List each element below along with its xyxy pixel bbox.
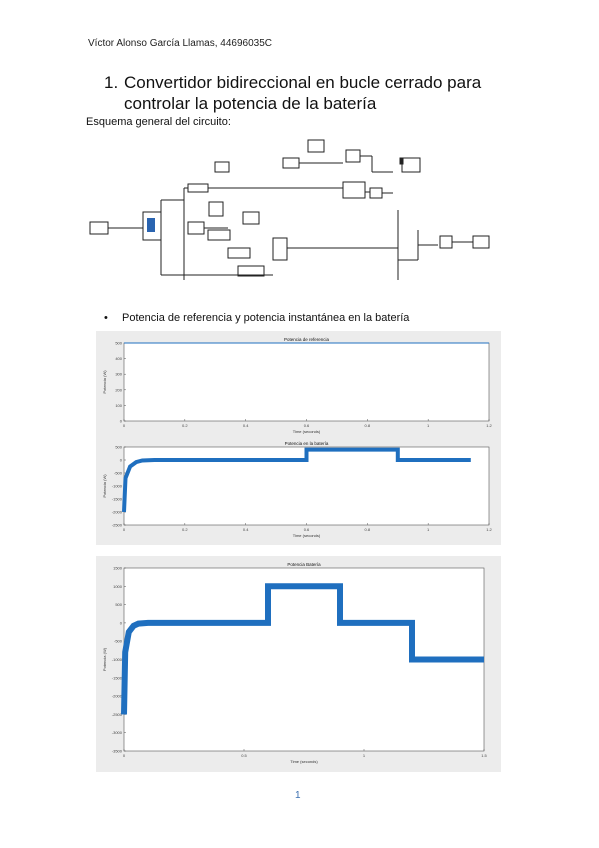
y-tick-label: -500 bbox=[113, 470, 122, 476]
x-tick-label: 1.2 bbox=[486, 423, 492, 428]
x-axis-label: Time (seconds) bbox=[290, 759, 318, 764]
x-tick-label: 0 bbox=[122, 423, 126, 428]
y-tick-label: 500 bbox=[115, 340, 122, 346]
y-tick-label: -2500 bbox=[111, 522, 122, 528]
circuit-subheading: Esquema general del circuito: bbox=[86, 116, 231, 128]
y-tick-label: -1000 bbox=[111, 483, 122, 489]
x-tick-label: 0 bbox=[122, 753, 126, 758]
plot-area bbox=[124, 343, 489, 421]
y-tick-label: -2000 bbox=[111, 509, 122, 515]
x-tick-label: 0.8 bbox=[364, 423, 371, 428]
x-tick-label: 0.2 bbox=[182, 423, 188, 428]
y-tick-label: -1500 bbox=[111, 675, 122, 681]
figure-subplots bbox=[96, 331, 501, 545]
page-number: 1 bbox=[295, 790, 301, 801]
x-tick-label: 1 bbox=[427, 423, 430, 428]
x-tick-label: 0.4 bbox=[242, 527, 249, 532]
y-tick-label: 500 bbox=[115, 444, 122, 450]
x-tick-label: 0.2 bbox=[182, 527, 188, 532]
y-tick-label: 500 bbox=[115, 602, 122, 608]
y-tick-label: -3500 bbox=[111, 748, 122, 754]
y-tick-label: 400 bbox=[115, 356, 122, 362]
y-tick-label: -3000 bbox=[111, 730, 122, 736]
y-tick-label: -1500 bbox=[111, 496, 122, 502]
x-tick-label: 1 bbox=[362, 753, 366, 758]
x-tick-label: 0.8 bbox=[364, 527, 371, 532]
x-tick-label: 1.2 bbox=[486, 527, 492, 532]
x-axis-label: Time (seconds) bbox=[292, 533, 321, 538]
section-number: 1. bbox=[104, 73, 119, 92]
chart-title: Potencia de referencia bbox=[283, 337, 330, 342]
chart-battery-power bbox=[102, 441, 493, 538]
x-tick-label: 0 bbox=[122, 527, 126, 532]
chart-title: Potencia Batería bbox=[287, 562, 321, 567]
bullet-dot: • bbox=[104, 312, 108, 324]
x-tick-label: 0.6 bbox=[303, 527, 310, 532]
figure-battery-power bbox=[96, 556, 501, 772]
y-tick-label: 100 bbox=[115, 402, 122, 408]
page-header: Víctor Alonso García Llamas, 44696035C bbox=[88, 38, 272, 49]
y-tick-label: 200 bbox=[115, 387, 122, 393]
y-tick-label: -2500 bbox=[111, 711, 122, 717]
chart-potencia-bateria bbox=[102, 562, 488, 764]
bullet-text: Potencia de referencia y potencia instantánea en la batería bbox=[122, 312, 410, 324]
x-axis-label: Time (seconds) bbox=[292, 429, 321, 434]
y-tick-label: -1000 bbox=[111, 657, 122, 662]
chart-title: Potencia en la batería bbox=[284, 441, 329, 446]
x-tick-label: 1.5 bbox=[481, 753, 487, 758]
y-axis-label: Potencia (W) bbox=[102, 474, 107, 498]
figure-2-svg bbox=[96, 556, 501, 772]
y-tick-label: 0 bbox=[119, 418, 122, 424]
y-tick-label: 1500 bbox=[113, 565, 122, 571]
y-tick-label: -500 bbox=[113, 638, 122, 644]
x-tick-label: 0.5 bbox=[241, 753, 247, 758]
y-tick-label: -2000 bbox=[111, 693, 122, 699]
y-tick-label: 0 bbox=[119, 620, 122, 626]
chart-reference-power bbox=[102, 337, 493, 434]
x-tick-label: 0.4 bbox=[242, 423, 249, 428]
y-tick-label: 0 bbox=[119, 457, 122, 463]
section-title-line-2: controlar la potencia de la batería bbox=[124, 94, 377, 113]
y-tick-label: 1000 bbox=[113, 583, 122, 589]
section-title-line-1: Convertidor bidireccional en bucle cerrado para bbox=[124, 73, 482, 92]
figure-1-svg bbox=[96, 331, 501, 545]
y-tick-label: 300 bbox=[115, 371, 122, 377]
x-tick-label: 1 bbox=[427, 527, 430, 532]
y-axis-label: Potencia (W) bbox=[102, 647, 107, 672]
y-axis-label: Potencia (W) bbox=[102, 370, 107, 394]
x-tick-label: 0.6 bbox=[303, 423, 310, 428]
circuit-diagram bbox=[88, 130, 508, 290]
